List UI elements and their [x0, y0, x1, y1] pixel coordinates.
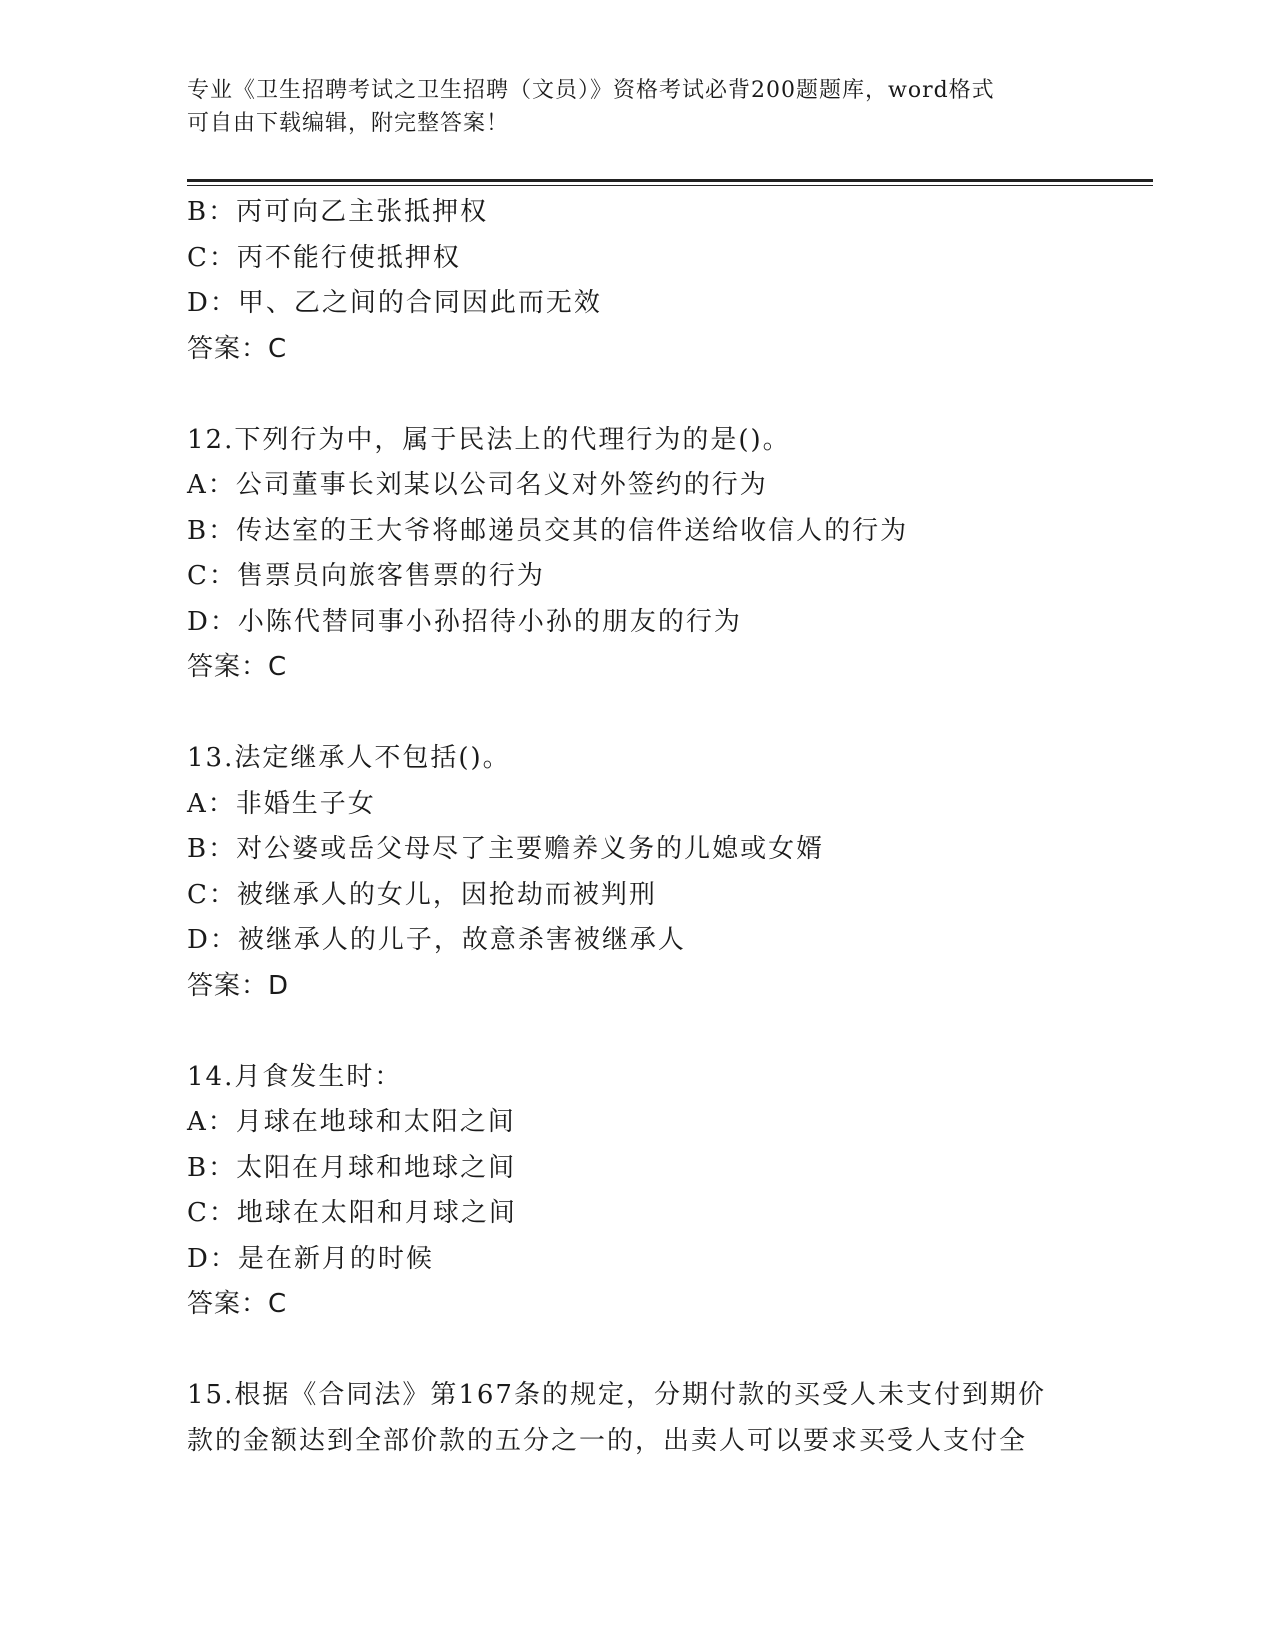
- header-divider-thin: [187, 185, 1153, 186]
- question-15: [187, 1373, 1087, 1464]
- question-stem: 14.月食发生时：: [187, 1061, 403, 1092]
- document-header: [187, 74, 1067, 140]
- spacer: [187, 1328, 1087, 1374]
- header-line-1: 专业《卫生招聘考试之卫生招聘（文员）》资格考试必背200题题库，word格式: [187, 78, 995, 103]
- option-a: A：非婚生子女: [187, 788, 376, 819]
- spacer: [187, 372, 1087, 418]
- spacer: [187, 691, 1087, 737]
- option-a: A：公司董事长刘某以公司名义对外签约的行为: [187, 470, 768, 500]
- option-c: C：丙不能行使抵押权: [187, 242, 461, 273]
- option-b: B：对公婆或岳父母尽了主要赡养义务的儿媳或女婿: [187, 834, 825, 864]
- option-d: D：是在新月的时候: [187, 1243, 434, 1274]
- question-11-continued: [187, 190, 1087, 372]
- header-divider-thick: [187, 179, 1153, 182]
- option-d: D：甲、乙之间的合同因此而无效: [187, 288, 602, 318]
- question-14: [187, 1055, 1087, 1328]
- header-line-2: 可自由下载编辑，附完整答案！: [187, 111, 510, 136]
- option-a: A：月球在地球和太阳之间: [187, 1107, 516, 1137]
- question-list: [187, 190, 1087, 1464]
- question-13: [187, 736, 1087, 1009]
- question-stem-line-2: 款的金额达到全部价款的五分之一的，出卖人可以要求买受人支付全: [187, 1425, 1028, 1456]
- answer: 答案：C: [187, 333, 288, 364]
- option-d: D：被继承人的儿子，故意杀害被继承人: [187, 925, 686, 955]
- option-b: B：传达室的王大爷将邮递员交其的信件送给收信人的行为: [187, 515, 909, 546]
- answer: 答案：C: [187, 1289, 288, 1319]
- question-stem: 13.法定继承人不包括()。: [187, 743, 511, 773]
- option-c: C：地球在太阳和月球之间: [187, 1198, 517, 1228]
- answer: 答案：D: [187, 970, 290, 1001]
- question-12: [187, 418, 1087, 691]
- question-stem: 12.下列行为中，属于民法上的代理行为的是()。: [187, 424, 791, 455]
- option-b: B：丙可向乙主张抵押权: [187, 197, 489, 227]
- option-c: C：售票员向旅客售票的行为: [187, 561, 545, 591]
- option-b: B：太阳在月球和地球之间: [187, 1152, 517, 1183]
- spacer: [187, 1009, 1087, 1055]
- question-stem-line-1: 15.根据《合同法》第167条的规定，分期付款的买受人未支付到期价: [187, 1380, 1046, 1410]
- option-d: D：小陈代替同事小孙招待小孙的朋友的行为: [187, 606, 742, 637]
- answer: 答案：C: [187, 652, 288, 682]
- option-c: C：被继承人的女儿，因抢劫而被判刑: [187, 879, 657, 910]
